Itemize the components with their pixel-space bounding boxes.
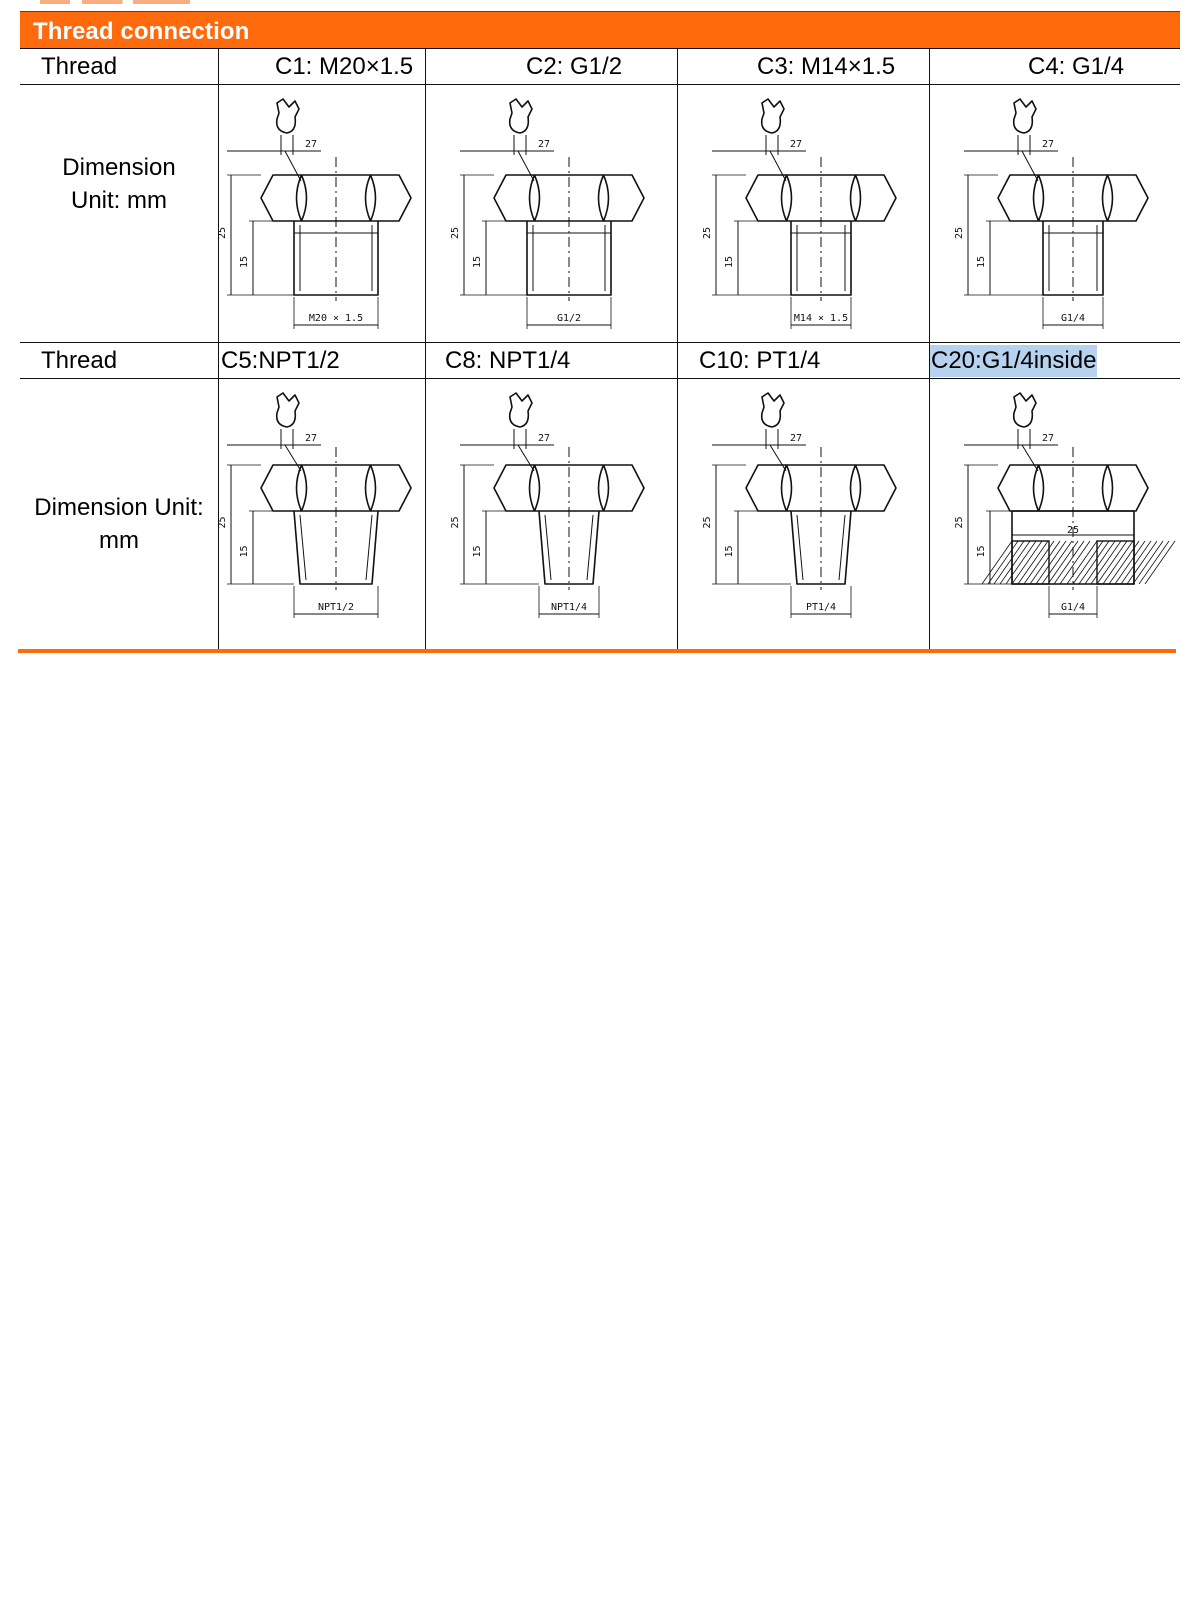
thread-length-label: 15 <box>472 255 483 268</box>
thread-callout-label: G1/2 <box>556 313 582 324</box>
hex-face <box>599 175 604 221</box>
hex-face <box>530 465 535 511</box>
wrench-icon <box>762 99 784 133</box>
hex-face <box>1034 175 1039 221</box>
hex-face <box>604 175 609 221</box>
hatch-line <box>1073 541 1103 584</box>
thread-length-label: 15 <box>472 545 483 558</box>
drawing-c8 <box>426 379 677 650</box>
hatch-line <box>1079 541 1109 584</box>
hatch-line <box>1121 541 1151 584</box>
hex-face <box>604 465 609 511</box>
height-label: 25 <box>954 516 965 529</box>
hex-face <box>1034 465 1039 511</box>
hex-face <box>297 465 302 511</box>
wrench-size-label: 27 <box>790 139 803 150</box>
thread-callout-label: NPT1/2 <box>317 602 355 613</box>
table-rule <box>20 342 1180 343</box>
hatch-line <box>1097 541 1127 584</box>
dimension-label-line: Dimension Unit: <box>34 494 204 521</box>
hatch-line <box>1012 541 1042 584</box>
height-label: 25 <box>702 226 713 239</box>
wrench-size-label: 27 <box>1042 433 1055 444</box>
height-label: 25 <box>217 516 228 529</box>
hex-face <box>371 465 376 511</box>
hatch-line <box>1133 541 1163 584</box>
thread-name-c5: C5:NPT1/2 <box>221 347 340 374</box>
drawing-c20 <box>930 379 1180 650</box>
thread-minor-line <box>587 515 593 580</box>
hatch-line <box>1115 541 1145 584</box>
height-label: 25 <box>954 226 965 239</box>
thread-callout-label: NPT1/4 <box>550 602 588 613</box>
hex-face <box>782 465 787 511</box>
hex-face <box>535 465 540 511</box>
hatch-line <box>1145 541 1175 584</box>
leader-line <box>285 151 301 181</box>
hex-face <box>787 465 792 511</box>
hatch-line <box>1085 541 1115 584</box>
hatch-line <box>1042 541 1072 584</box>
wrench-icon <box>510 393 532 427</box>
hex-face <box>302 465 307 511</box>
hatch-line <box>1036 541 1066 584</box>
hex-face <box>856 465 861 511</box>
table-rule <box>20 48 1180 49</box>
thread-length-label: 15 <box>724 255 735 268</box>
thread-callout-label: PT1/4 <box>805 602 837 613</box>
drawing-c4 <box>930 85 1180 342</box>
hex-face <box>599 465 604 511</box>
thread-table <box>20 48 1180 650</box>
thread-callout-label: G1/4 <box>1060 602 1086 613</box>
hatch-line <box>1091 541 1121 584</box>
thread-name-c3: C3: M14×1.5 <box>757 53 896 80</box>
thread-length-label: 15 <box>239 255 250 268</box>
leader-line <box>1022 151 1038 181</box>
section-title: Thread connection <box>33 18 250 45</box>
thread-callout-label: M14 × 1.5 <box>793 313 849 324</box>
wrench-icon <box>510 99 532 133</box>
hatch-line <box>1139 541 1169 584</box>
wrench-icon <box>277 393 299 427</box>
thread-length-label: 15 <box>976 545 987 558</box>
leader-line <box>770 151 786 181</box>
hatch-line <box>988 541 1018 584</box>
wrench-size-label: 27 <box>305 139 318 150</box>
hex-face <box>1108 175 1113 221</box>
thread-minor-line <box>366 515 372 580</box>
height-label: 25 <box>450 516 461 529</box>
height-label: 25 <box>702 516 713 529</box>
hex-face <box>856 175 861 221</box>
hex-face <box>851 465 856 511</box>
wrench-icon <box>762 393 784 427</box>
wrench-icon <box>1014 99 1036 133</box>
thread-name-c8: C8: NPT1/4 <box>445 347 571 374</box>
hatch-line <box>1018 541 1048 584</box>
hatch-line <box>1000 541 1030 584</box>
hex-face <box>782 175 787 221</box>
hex-face <box>1039 465 1044 511</box>
thread-length-label: 15 <box>976 255 987 268</box>
thread-row-label: Thread <box>41 347 118 374</box>
hex-face <box>787 175 792 221</box>
hex-face <box>1108 465 1113 511</box>
bottom-rule <box>18 649 1176 653</box>
thread-name-c10: C10: PT1/4 <box>699 347 821 374</box>
hatch-line <box>1030 541 1060 584</box>
thread-name-c1: C1: M20×1.5 <box>275 53 414 80</box>
hex-face <box>1039 175 1044 221</box>
hatch-line <box>1127 541 1157 584</box>
dimension-label-line: Dimension <box>62 154 176 181</box>
thread-name-c2: C2: G1/2 <box>526 53 623 80</box>
hatch-line <box>994 541 1024 584</box>
dimension-label-line: Unit: mm <box>71 187 167 214</box>
thread-name-c4: C4: G1/4 <box>1028 53 1125 80</box>
hex-face <box>366 175 371 221</box>
dimension-label <box>20 151 218 217</box>
thread-callout-label: M20 × 1.5 <box>308 313 364 324</box>
hatch-line <box>1067 541 1097 584</box>
wrench-size-label: 27 <box>790 433 803 444</box>
hex-face <box>1103 175 1108 221</box>
wrench-size-label: 27 <box>1042 139 1055 150</box>
hex-face <box>371 175 376 221</box>
logo-fragment <box>40 0 190 4</box>
dimension-label-line: mm <box>99 527 139 554</box>
wrench-size-label: 27 <box>538 433 551 444</box>
hex-face <box>530 175 535 221</box>
internal-depth-label: 25 <box>1067 525 1080 536</box>
thread-length-label: 15 <box>724 545 735 558</box>
thread-row-label: Thread <box>41 53 118 80</box>
hatch-line <box>1006 541 1036 584</box>
wrench-icon <box>1014 393 1036 427</box>
dimension-label <box>20 491 218 557</box>
height-label: 25 <box>217 226 228 239</box>
hex-face <box>302 175 307 221</box>
wrench-size-label: 27 <box>305 433 318 444</box>
section-header <box>20 11 1180 49</box>
hatch-line <box>1103 541 1133 584</box>
thread-minor-line <box>300 515 306 580</box>
height-label: 25 <box>450 226 461 239</box>
hex-face <box>366 465 371 511</box>
hatch-line <box>1060 541 1090 584</box>
hex-face <box>297 175 302 221</box>
hex-face <box>851 175 856 221</box>
thread-length-label: 15 <box>239 545 250 558</box>
drawing-c1 <box>219 85 425 342</box>
drawing-c2 <box>426 85 677 342</box>
drawing-c10 <box>678 379 929 650</box>
drawing-c5 <box>219 379 425 650</box>
wrench-size-label: 27 <box>538 139 551 150</box>
thread-minor-line <box>839 515 845 580</box>
wrench-icon <box>277 99 299 133</box>
thread-minor-line <box>545 515 551 580</box>
thread-name-c20: C20:G1/4inside <box>930 345 1097 377</box>
hex-face <box>1103 465 1108 511</box>
hex-face <box>535 175 540 221</box>
thread-callout-label: G1/4 <box>1060 313 1086 324</box>
drawing-c3 <box>678 85 929 342</box>
thread-minor-line <box>797 515 803 580</box>
leader-line <box>518 151 534 181</box>
hatch-line <box>1054 541 1084 584</box>
